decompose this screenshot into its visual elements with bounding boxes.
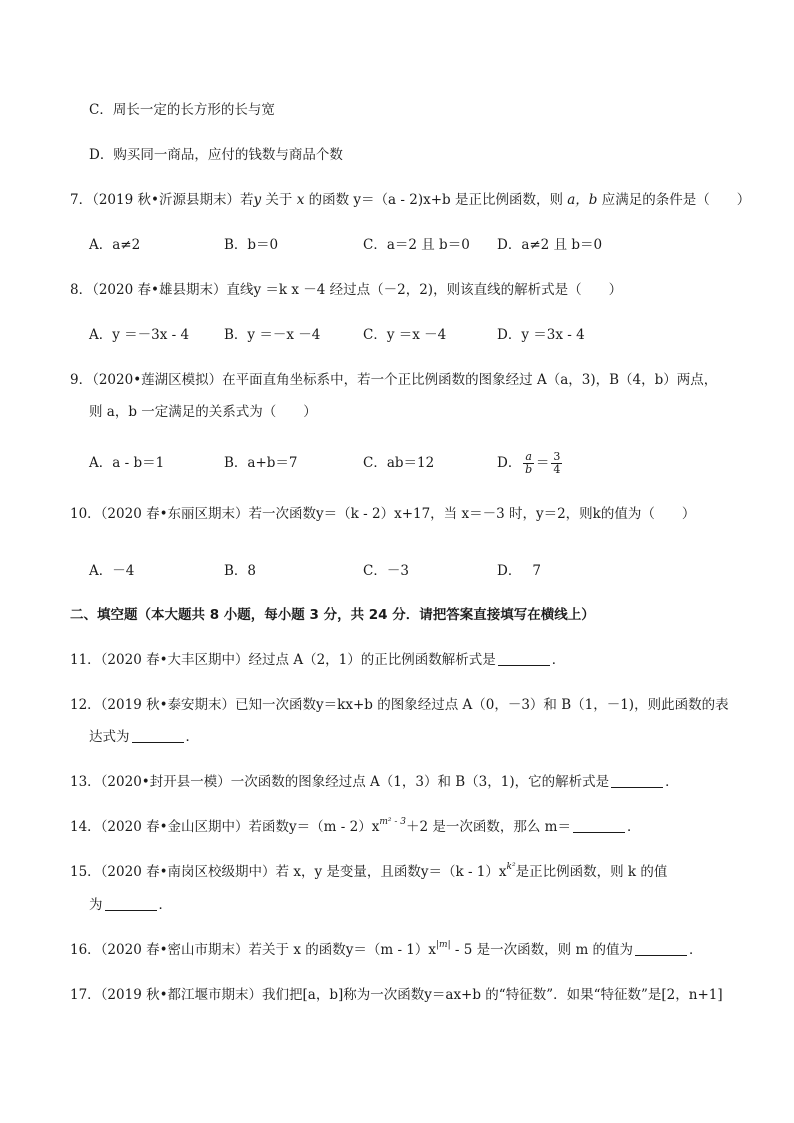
answer-blank — [635, 941, 687, 956]
q7-option-c: C．a＝2 且 b＝0 — [363, 237, 470, 253]
question-14: 14．（2020 春•金山区期中）若函数$y=(m - 2)x^{m^2 - 3}+2$ 是一次函数，那么 m＝ ． — [70, 817, 641, 835]
q10-option-c: C．－3 — [363, 563, 409, 579]
q7-option-a: A．a≠2 — [89, 237, 141, 253]
question-9-line-2: 则 a，b 一定满足的关系式为（ ） — [89, 404, 317, 420]
fraction-3-over-4: $\frac{3}{4}$ — [553, 450, 561, 476]
answer-blank — [132, 728, 184, 743]
q7-option-b: B．b＝0 — [224, 237, 279, 253]
question-11: 11．（2020 春•大丰区期中）经过点 A（2，1）的正比例函数解析式是 ． — [70, 652, 566, 668]
q6-option-d: D．购买同一商品，应付的钱数与商品个数 — [89, 147, 343, 163]
q8-option-b: B．y ＝－x －4 — [224, 327, 321, 343]
q6-option-c: C．周长一定的长方形的长与宽 — [89, 102, 275, 118]
question-15-line-2: 为 ． — [89, 897, 172, 913]
q9-option-b: B．a+b＝7 — [224, 455, 298, 471]
question-12-line-2: 达式为 ． — [89, 729, 199, 745]
q10-option-d: D． 7 — [497, 563, 541, 579]
answer-blank — [498, 651, 550, 666]
question-17: 17．（2019 秋•都江堰市期末）我们把[a，b]称为一次函数y＝ax+b 的“特征数”．如果“特征数”是[2，n+1] — [70, 987, 723, 1003]
q8-option-a: A．y ＝－3x - 4 — [89, 327, 190, 343]
question-10: 10．（2020 春•东丽区期末）若一次函数y＝（k - 2）x+17，当 x＝－3 时，y＝2，则k的值为（ ） — [70, 506, 696, 522]
question-15-line-1: 15．（2020 春•南岗区校级期中）若 x，y 是变量，且函数$y=(k - 1)x^{k^2}$是正比例函数，则 k 的值 — [70, 862, 668, 880]
answer-blank — [611, 773, 663, 788]
question-12-line-1: 12．（2019 秋•泰安期末）已知一次函数y＝kx+b 的图象经过点 A（0，－3）和 B（1，－1)，则此函数的表 — [70, 697, 729, 713]
answer-blank — [573, 818, 625, 833]
fraction-a-over-b: $\frac{a}{b}$ — [525, 450, 533, 476]
exponent: |m| — [436, 940, 451, 950]
q10-option-a: A．－4 — [89, 563, 135, 579]
answer-blank — [105, 896, 157, 911]
q9-option-c: C．ab＝12 — [363, 455, 435, 471]
question-13: 13．（2020•封开县一模）一次函数的图象经过点 A（1，3）和 B（3，1)，它的解析式是 ． — [70, 774, 679, 790]
question-7: 7．（2019 秋•沂源县期末）若y 关于 x 的函数 y＝（a - 2)x+b 是正比例函数，则 a，b 应满足的条件是（ ） — [70, 192, 751, 208]
question-16: 16．（2020 春•密山市期末）若关于 x 的函数$y=(m - 1)x^{|m|} - 5$ 是一次函数，则 m 的值为 ． — [70, 940, 703, 958]
exponent: k² — [506, 862, 516, 872]
q7-option-d: D．a≠2 且 b＝0 — [497, 237, 603, 253]
question-9-line-1: 9．（2020•莲湖区模拟）在平面直角坐标系中，若一个正比例函数的图象经过 A（a，3)，B（4，b）两点， — [70, 372, 718, 388]
q9-option-d: D． $\frac{a}{b}$ ＝ $\frac{3}{4}$ — [497, 450, 561, 476]
exponent: m² - 3 — [379, 817, 406, 827]
section-2-title: 二、填空题（本大题共 8 小题，每小题 3 分，共 24 分．请把答案直接填写在横线上） — [70, 607, 595, 623]
question-8: 8．（2020 春•雄县期末）直线y ＝k x －4 经过点（－2，2)，则该直线的解析式是（ ） — [70, 282, 623, 298]
q8-option-d: D．y ＝3x - 4 — [497, 327, 585, 343]
q8-option-c: C．y ＝x －4 — [363, 327, 447, 343]
q10-option-b: B．8 — [224, 563, 257, 579]
q9-option-a: A．a - b＝1 — [89, 455, 165, 471]
